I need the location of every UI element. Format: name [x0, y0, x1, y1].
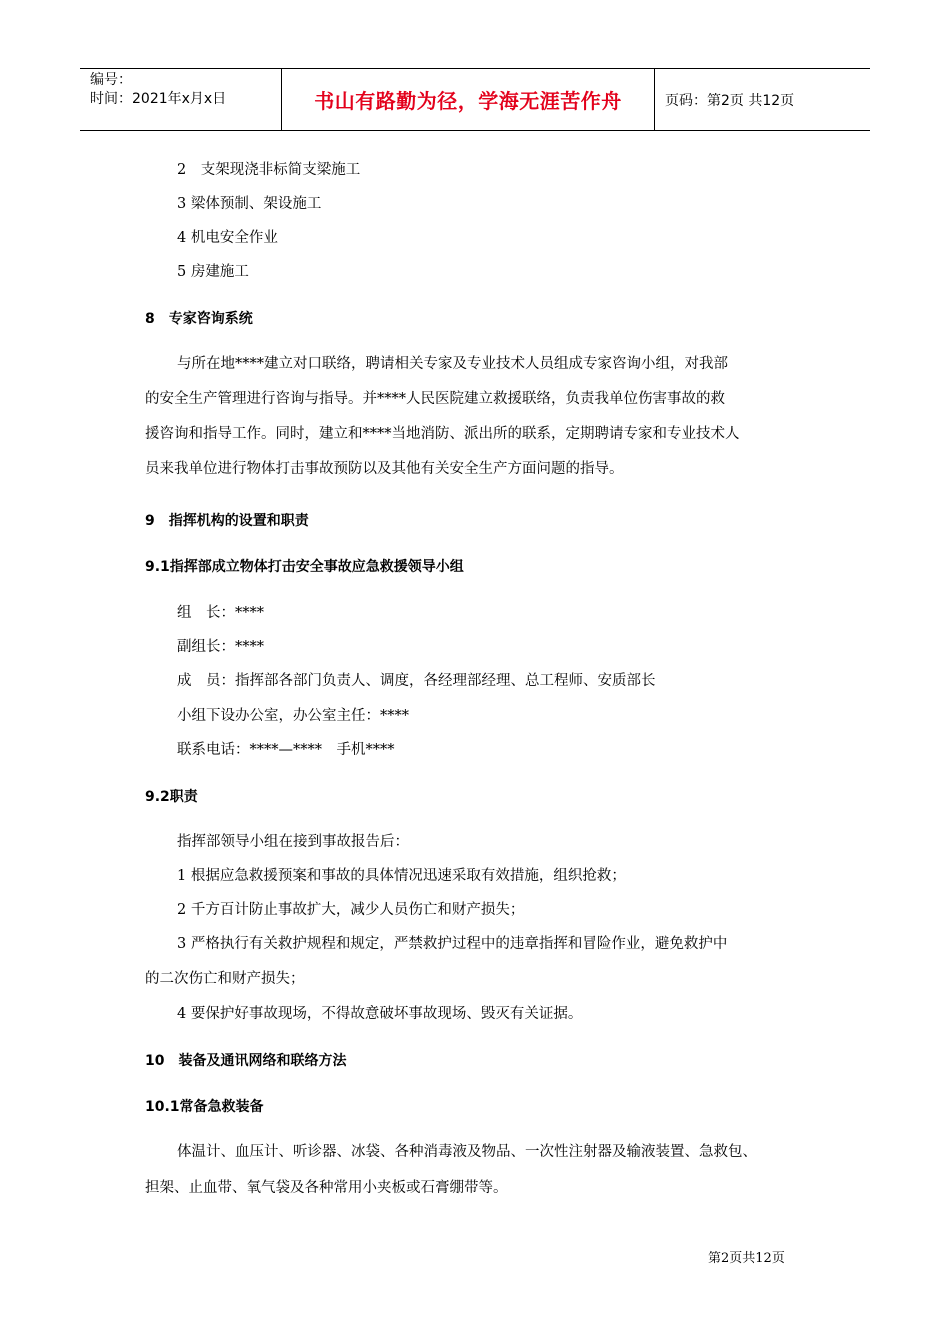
paragraph-line: 与所在地****建立对口联络，聘请相关专家及专业技术人员组成专家咨询小组，对我部: [177, 356, 728, 372]
paragraph-line: 体温计、血压计、听诊器、冰袋、各种消毒液及物品、一次性注射器及输液装置、急救包、: [177, 1144, 757, 1160]
list-item: 4 机电安全作业: [177, 230, 278, 246]
subsection-heading: 9.2职责: [145, 789, 198, 805]
paragraph-line: 担架、止血带、氧气袋及各种常用小夹板或石膏绷带等。: [145, 1180, 508, 1196]
contact-line: 联系电话：****—**** 手机****: [177, 742, 395, 758]
subsection-heading: 9.1指挥部成立物体打击安全事故应急救援领导小组: [145, 559, 464, 575]
paragraph-line: 员来我单位进行物体打击事故预防以及其他有关安全生产方面问题的指导。: [145, 461, 624, 477]
list-item: 1 根据应急救援预案和事故的具体情况迅速采取有效措施，组织抢救；: [177, 868, 626, 884]
subsection-heading: 10.1常备急救装备: [145, 1099, 264, 1115]
section-heading: 10 装备及通讯网络和联络方法: [145, 1053, 347, 1069]
header-left-cell: [80, 69, 282, 130]
list-item: 的二次伤亡和财产损失；: [145, 971, 305, 987]
paragraph-line: 援咨询和指导工作。同时，建立和****当地消防、派出所的联系，定期聘请专家和专业技术人: [145, 426, 740, 442]
member-line: 组 长：****: [177, 605, 264, 621]
member-line: 副组长：****: [177, 639, 264, 655]
paragraph-line: 指挥部领导小组在接到事故报告后：: [177, 834, 409, 850]
document-date: 时间：2021年x月x日: [90, 91, 227, 107]
list-item: 2 千方百计防止事故扩大，减少人员伤亡和财产损失；: [177, 902, 525, 918]
list-item: 2 支架现浇非标简支梁施工: [177, 162, 361, 178]
paragraph-line: 的安全生产管理进行咨询与指导。并****人民医院建立救援联络，负责我单位伤害事故的救: [145, 391, 725, 407]
list-item: 3 梁体预制、架设施工: [177, 196, 322, 212]
header-motto: 书山有路勤为径，学海无涯苦作舟: [282, 69, 655, 130]
document-number: 编号：: [90, 72, 132, 88]
list-item: 5 房建施工: [177, 264, 249, 280]
header-page-info: 页码：第2页 共12页: [665, 92, 795, 109]
page-header: [80, 68, 870, 131]
member-line: 成 员：指挥部各部门负责人、调度，各经理部经理、总工程师、安质部长: [177, 673, 656, 689]
member-line: 小组下设办公室，办公室主任：****: [177, 708, 409, 724]
page-footer: 第2页共12页: [708, 1251, 785, 1266]
section-heading: 9 指挥机构的设置和职责: [145, 513, 309, 529]
section-heading: 8 专家咨询系统: [145, 311, 253, 327]
list-item: 4 要保护好事故现场，不得故意破坏事故现场、毁灭有关证据。: [177, 1006, 583, 1022]
list-item: 3 严格执行有关救护规程和规定，严禁救护过程中的违章指挥和冒险作业，避免救护中: [177, 936, 728, 952]
